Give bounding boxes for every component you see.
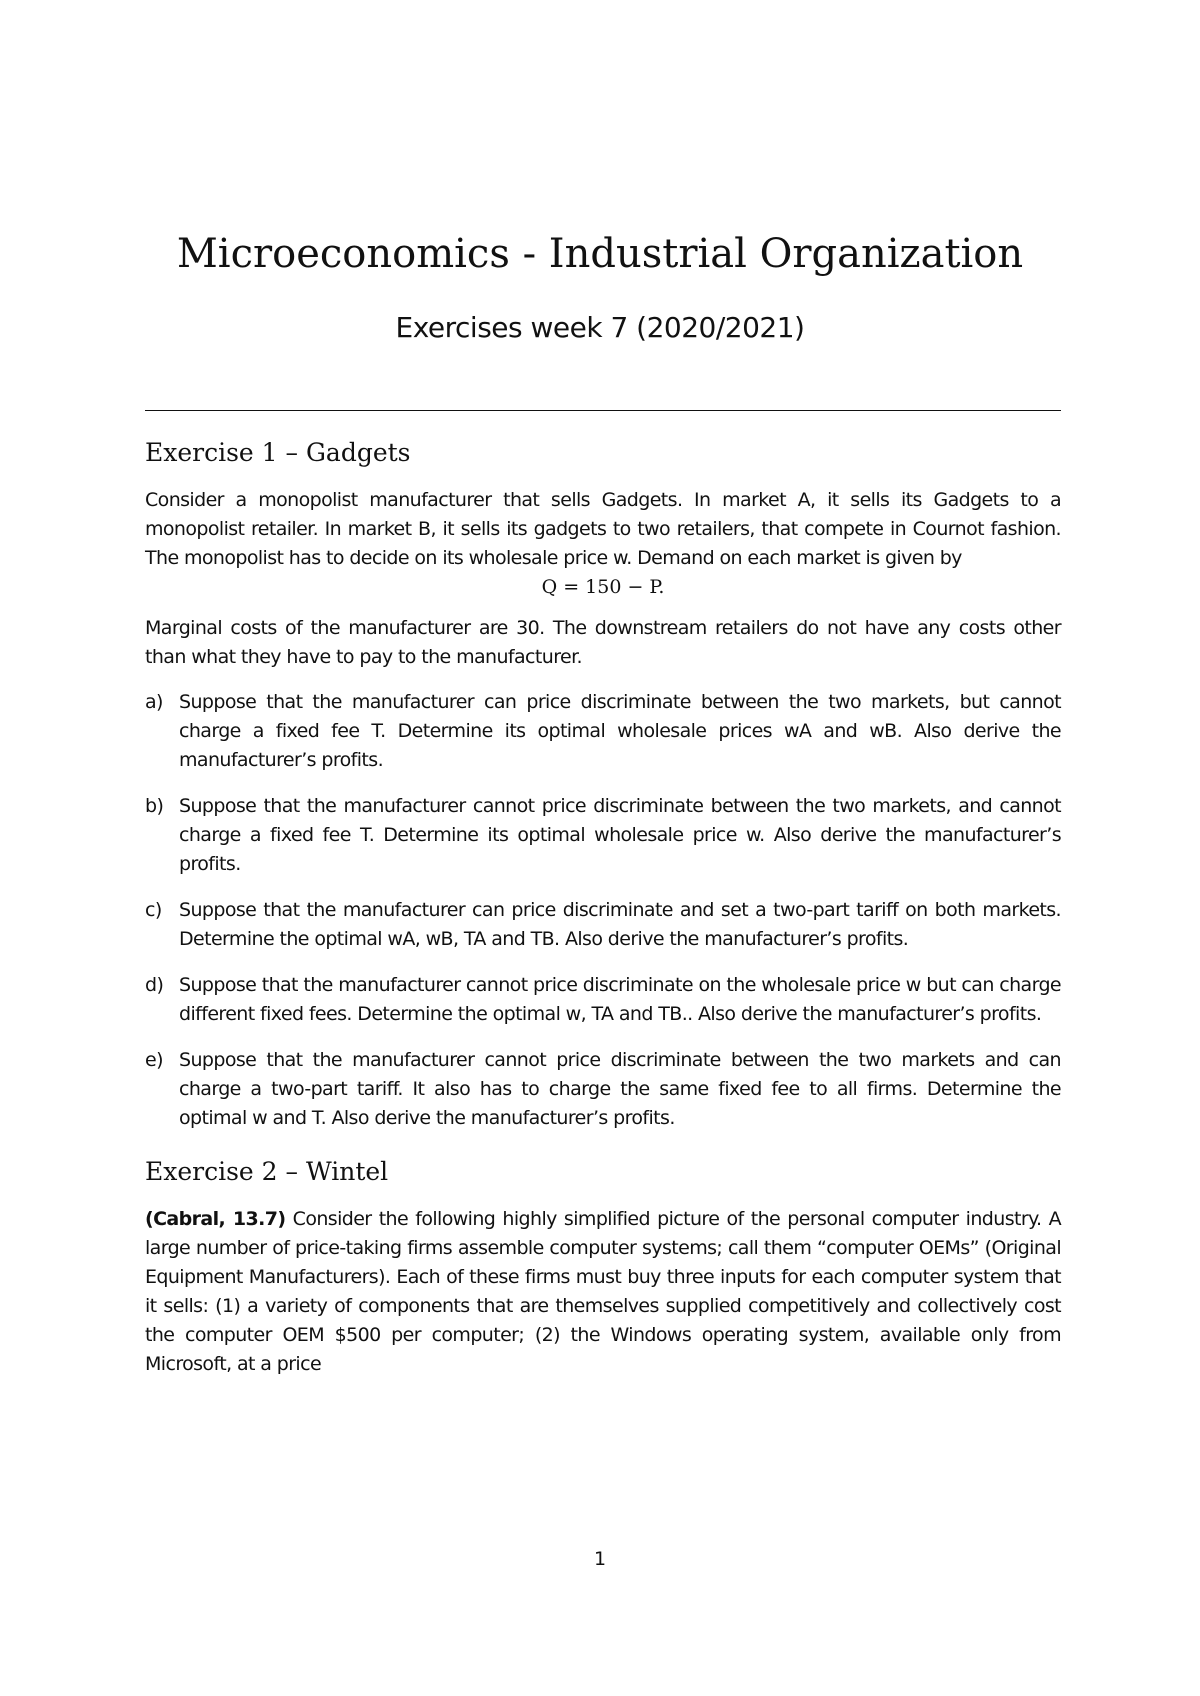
part-b (145, 792, 1061, 879)
document-body (145, 436, 1061, 1379)
part-e-label: e) (145, 1049, 163, 1071)
part-c (145, 896, 1061, 954)
part-c-label: c) (145, 899, 162, 921)
exercise-2-text: Consider the following highly simplified picture of the personal computer industry. A large number of price-taking firms assemble computer systems; call them “computer OEMs” (Original Equipment Manufacturers). Each of these firms must buy three inputs for each computer system that it sells: (1) a variety of components that are themselves supplied competitively and collectively cost the computer OEM $500 per computer; (2) the Windows operating system, available only from Microsoft, at a price (145, 1208, 1062, 1375)
document-title: Microeconomics - Industrial Organization (176, 231, 1024, 277)
page-number: 1 (593, 1548, 607, 1570)
part-a-label: a) (145, 691, 163, 713)
part-d-label: d) (145, 974, 164, 996)
part-d (145, 971, 1061, 1029)
exercise-1 (145, 436, 1061, 1133)
exercise-2 (145, 1155, 1061, 1379)
exercise-2-body (145, 1205, 1061, 1379)
exercise-2-heading: Exercise 2 – Wintel (145, 1157, 389, 1186)
part-a (145, 688, 1061, 775)
part-e-text: Suppose that the manufacturer cannot price discriminate between the two markets and can charge a two-part tariff. It also has to charge the same fixed fee to all firms. Determine the optimal w and T. Also derive the manufacturer’s profits. (179, 1049, 1061, 1129)
demand-equation: Q = 150 − P. (541, 576, 665, 598)
exercise-1-parts (145, 688, 1061, 1133)
exercise-1-costs: Marginal costs of the manufacturer are 30. The downstream retailers do not have any costs other than what they have to pay to the manufacturer. (145, 617, 1061, 668)
part-b-text: Suppose that the manufacturer cannot price discriminate between the two markets, and cannot charge a fixed fee T. Determine its optimal wholesale price w. Also derive the manufacturer’s profits. (179, 795, 1061, 875)
part-b-label: b) (145, 795, 164, 817)
part-a-text: Suppose that the manufacturer can price discriminate between the two markets, but cannot charge a fixed fee T. Determine its optimal wholesale prices wA and wB. Also derive the manufacturer’s profits. (179, 691, 1061, 771)
title-divider (145, 410, 1061, 411)
part-c-text: Suppose that the manufacturer can price discriminate and set a two-part tariff on both markets. Determine the optimal wA, wB, TA and TB. Also derive the manufacturer’s profits. (179, 899, 1061, 950)
exercise-1-heading: Exercise 1 – Gadgets (145, 438, 411, 467)
part-e (145, 1046, 1061, 1133)
exercise-1-intro: Consider a monopolist manufacturer that sells Gadgets. In market A, it sells its Gadgets to a monopolist retailer. In market B, it sells its gadgets to two retailers, that compete in Cournot fashion. The monopolist has to decide on its wholesale price w. Demand on each market is given by (145, 489, 1061, 569)
exercise-2-citation: (Cabral, 13.7) (145, 1208, 286, 1230)
document-subtitle: Exercises week 7 (2020/2021) (395, 311, 805, 344)
part-d-text: Suppose that the manufacturer cannot price discriminate on the wholesale price w but can charge different fixed fees. Determine the optimal w, TA and TB.. Also derive the manufacturer’s profits. (179, 974, 1061, 1025)
